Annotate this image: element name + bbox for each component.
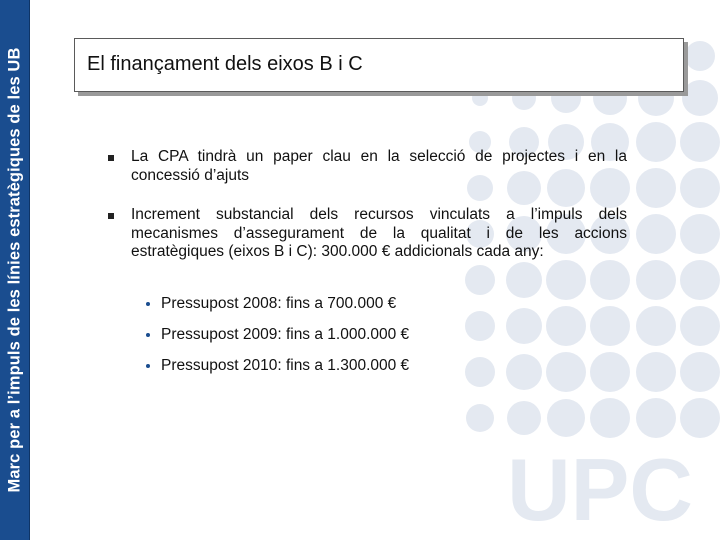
upc-logo-letters: UPC [507,440,693,539]
sub-bullet-item [143,325,631,345]
sub-bullet-text: Pressupost 2008: fins a 700.000 € [161,295,397,312]
square-bullet-icon [108,155,114,161]
sub-bullet-item [143,294,631,314]
dot-bullet-icon [146,302,150,306]
bullet-item [105,148,627,185]
sub-bullet-text: Pressupost 2009: fins a 1.000.000 € [161,326,410,343]
title-box [74,38,684,92]
upc-logo-watermark [438,30,720,540]
sidebar-vertical-title: Marc per a l’impuls de les línies estratègiques de les UB [5,47,24,493]
square-bullet-icon [108,213,114,219]
dot-bullet-icon [146,364,150,368]
bullet-text: Increment substancial dels recursos vinculats a l’impuls dels mecanismes d’assegurament de la qualitat i de les accions estratègiques (eixos B i C): 300.000 € addicionals cada any: [131,206,627,260]
slide-title: El finançament dels eixos B i C [87,53,363,75]
sidebar-band [0,0,30,540]
bullet-item [105,206,627,262]
sub-bullet-item [143,356,631,376]
dot-bullet-icon [146,333,150,337]
bullet-list [105,148,627,262]
bullet-text: La CPA tindrà un paper clau en la selecció de projectes i en la concessió d’ajuts [131,148,627,184]
sub-bullet-text: Pressupost 2010: fins a 1.300.000 € [161,357,410,374]
